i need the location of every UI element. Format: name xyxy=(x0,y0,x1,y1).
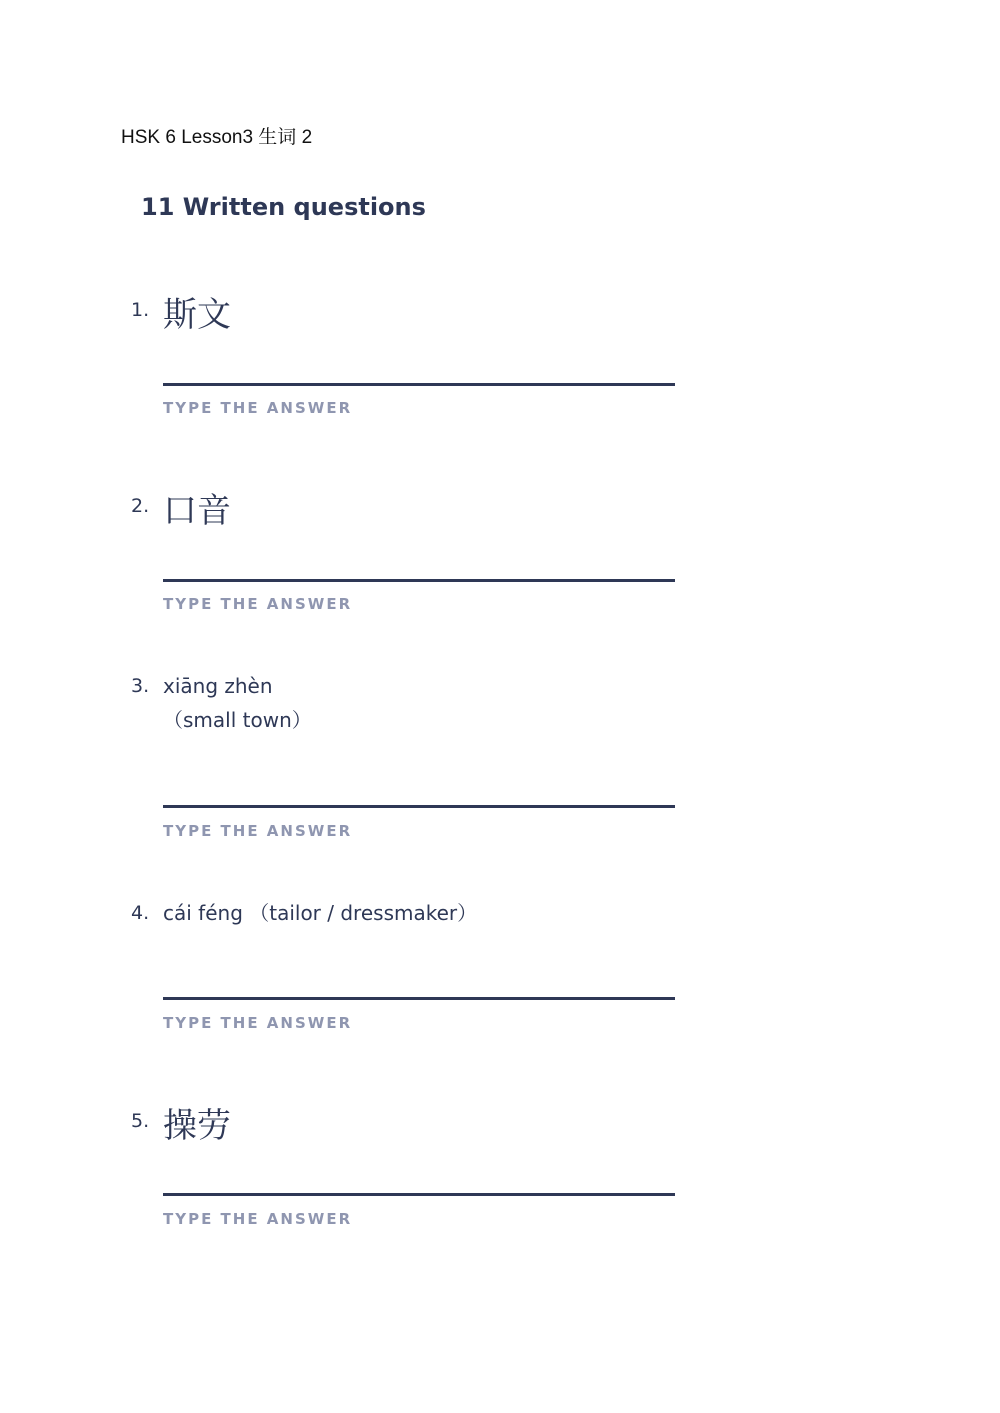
answer-input-line[interactable] xyxy=(163,579,675,582)
answer-input-line[interactable] xyxy=(163,805,675,808)
answer-input-label: TYPE THE ANSWER xyxy=(163,1014,353,1032)
question-term: 斯文 xyxy=(163,295,231,335)
question-number: 5. xyxy=(131,1110,150,1132)
question-term: 口音 xyxy=(163,491,231,531)
answer-input-line[interactable] xyxy=(163,383,675,386)
answer-input-line[interactable] xyxy=(163,997,675,1000)
question-term: cái féng （tailor / dressmaker） xyxy=(163,901,478,925)
answer-input-label: TYPE THE ANSWER xyxy=(163,399,353,417)
section-title: 11 Written questions xyxy=(141,193,426,221)
question-term xyxy=(163,669,312,737)
question-term-meaning: （small town） xyxy=(163,708,312,732)
answer-input-line[interactable] xyxy=(163,1193,675,1196)
answer-input-label: TYPE THE ANSWER xyxy=(163,595,353,613)
question-number: 3. xyxy=(131,675,150,697)
document-header: HSK 6 Lesson3 生词 2 xyxy=(121,127,313,148)
question-term-pinyin: xiāng zhèn xyxy=(163,674,273,698)
question-term: 操劳 xyxy=(163,1106,231,1146)
answer-input-label: TYPE THE ANSWER xyxy=(163,1210,353,1228)
question-number: 4. xyxy=(131,902,150,924)
question-number: 1. xyxy=(131,299,150,321)
question-number: 2. xyxy=(131,495,150,517)
answer-input-label: TYPE THE ANSWER xyxy=(163,822,353,840)
